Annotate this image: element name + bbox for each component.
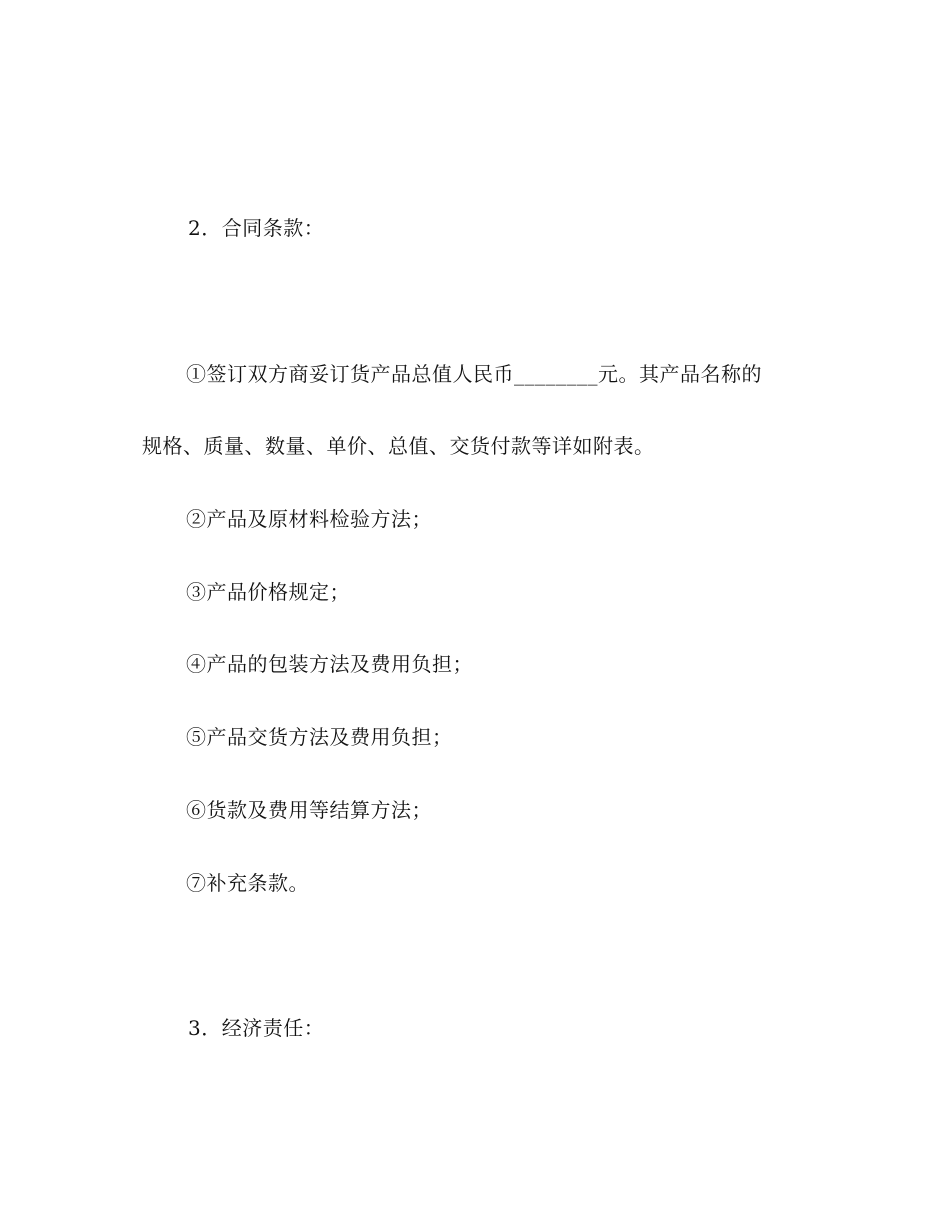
clause-6: ⑥货款及费用等结算方法； — [186, 798, 432, 822]
clause-3: ③产品价格规定； — [186, 580, 350, 604]
clause-1-line-1: ①签订双方商妥订货产品总值人民币________元。其产品名称的 — [186, 362, 762, 386]
clause-5: ⑤产品交货方法及费用负担； — [186, 725, 453, 749]
section-3-heading: 3．经济责任： — [188, 1016, 325, 1040]
clause-4: ④产品的包装方法及费用负担； — [186, 652, 473, 676]
clause-7: ⑦补充条款。 — [186, 871, 309, 895]
clause-1-line-2: 规格、质量、数量、单价、总值、交货付款等详如附表。 — [142, 434, 655, 458]
section-2-heading: 2．合同条款： — [188, 216, 325, 240]
clause-2: ②产品及原材料检验方法； — [186, 507, 432, 531]
